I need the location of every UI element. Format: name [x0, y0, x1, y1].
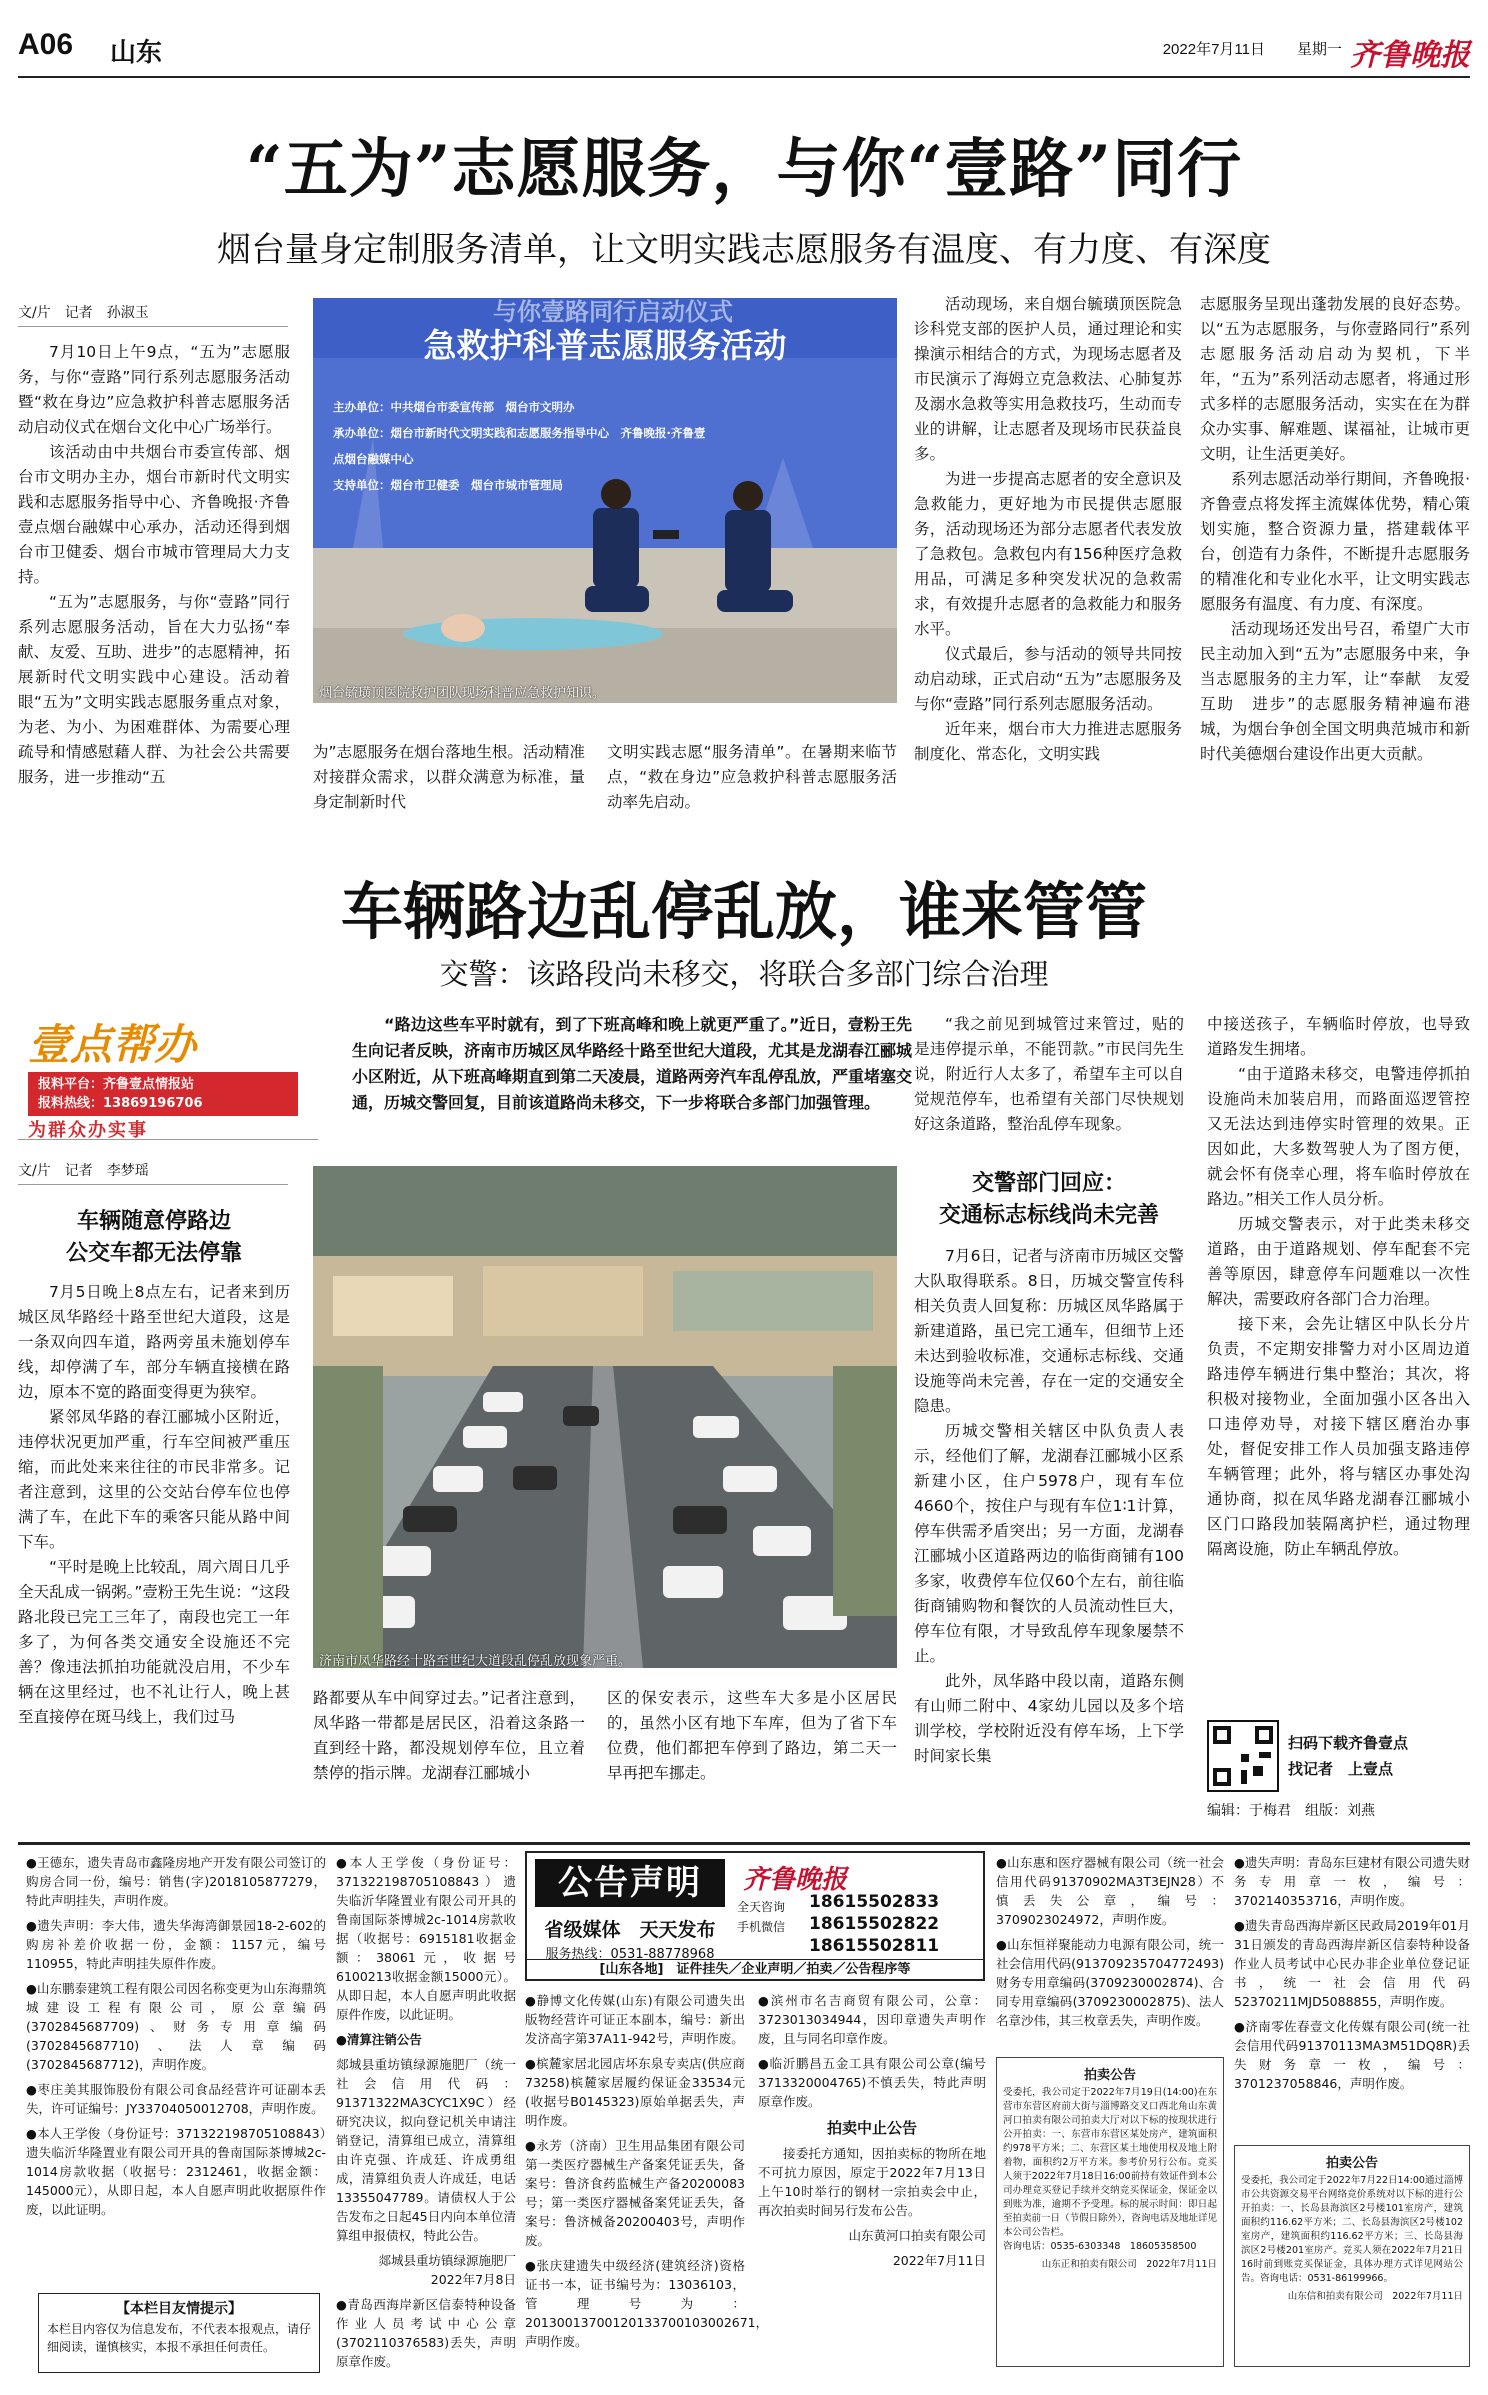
article1-col1 — [18, 340, 290, 808]
section-name: 山东 — [110, 37, 163, 67]
paragraph: 志愿服务呈现出蓬勃发展的良好态势。以“五为志愿服务，与你壹路同行”系列志愿服务活动启动为契机，下半年，“五为”系列活动志愿者，将通过形式多样的志愿服务活动，实实在在为群众办实事、解难题、谋福祉，让城市更文明，让生活更美好。 — [1200, 295, 1470, 463]
newspaper-logo: 齐鲁晚报 — [1350, 38, 1470, 73]
street-parking-illustration — [313, 1166, 897, 1668]
paragraph: 此外，凤华路中段以南，道路东侧有山师二附中、4家幼儿园以及多个培训学校，学校附近没有停车场，上下学时间家长集 — [914, 1672, 1184, 1765]
bangban-slogan: 为群众办实事 — [28, 1120, 148, 1141]
bangban-logo — [28, 1012, 196, 1072]
banner-organizers — [333, 394, 713, 498]
banner-faded-title: 与你壹路同行启动仪式 — [493, 298, 733, 326]
ad-item: 郯城县重坊镇绿源施肥厂（统一社会信用代码：91371322MA3CYC1X9C）经研究决议，拟向登记机关申请注销登记，清算组已成立，清算组由许克强、许成廷、许成勇组成，清算组负责人许成廷，电话13355047789。请债权人于公告发布之日起45日内向本单位清算组申报债权，特此公告。 — [336, 2057, 516, 2243]
paragraph: 仪式最后，参与活动的领导共同按动启动球，正式启动“五为”志愿服务及与你“壹路”同行系列志愿服务活动。 — [914, 645, 1182, 713]
yidian-bangban-column — [18, 1000, 318, 1140]
article2-lead: “路边这些车平时就有，到了下班高峰和晚上就更严重了。”近日，壹粉王先生向记者反映，济南市历城区凤华路经十路至世纪大道段，尤其是龙湖春江郦城小区附近，从下班高峰期直到第二天凌晨，道路两旁汽车乱停乱放，严重堵塞交通，历城交警回复，目前该道路尚未移交，下一步将联合多部门加强管理。 — [352, 1015, 913, 1112]
ad-item: ●本人王学俊（身份证号：371322198705108843）遗失临沂华隆置业有限公司开具的鲁南国际茶博城2c-1014房款收据（收据号：6915181收据金额：38061元，收据号6100213收据金额15000元）。从即日起，本人自愿声明此收据原件作废，以此证明。 — [336, 1855, 516, 2022]
bangban-hotline: 报料热线：13869196706 — [38, 1096, 203, 1111]
paragraph: 系列志愿活动举行期间，齐鲁晚报·齐鲁壹点将发挥主流媒体优势，精心策划实施，整合资源力量，搭建载体平台，创造有力条件，不断提升志愿服务的精准化和专业化水平，让文明实践志愿服务有温度、有力度、有深度。 — [1200, 470, 1470, 613]
notice-service-slogan: 省级媒体 天天发布 — [544, 1919, 716, 1941]
ads-col4 — [758, 1991, 986, 2371]
issue-weekday: 星期一 — [1296, 41, 1342, 58]
bangban-contact-box — [28, 1072, 298, 1116]
auction-title: 拍卖公告 — [1325, 2156, 1378, 2171]
classified-ads — [18, 1842, 1470, 2372]
bangban-logo-b: 帮办 — [112, 1020, 197, 1069]
ad-item: 郯城县重坊镇绿源施肥厂 2022年7月8日 — [378, 2253, 529, 2287]
article1-headline: “五为”志愿服务，与你“壹路”同行 — [245, 132, 1243, 207]
ad-item: ●枣庄美其服饰股份有限公司食品经营许可证副本丢失，许可证编号：JY33704050012708，声明作废。 — [26, 2082, 326, 2116]
ad-item: ●本人王学俊（身份证号：371322198705108843）遗失临沂华隆置业有限公司开具的鲁南国际茶博城2c-1014房款收据（收据号：2312461，收据金额：145000元），从即日起，本人自愿声明此收据原件作废，以此证明。 — [26, 2126, 326, 2217]
article2-col2 — [313, 1686, 585, 1796]
label: 手机微信 — [737, 1920, 786, 1934]
article2-col3 — [607, 1686, 897, 1796]
stop-notice-date: 2022年7月11日 — [892, 2253, 986, 2268]
auction-company: 山东信和拍卖有限公司 2022年7月11日 — [1287, 2291, 1463, 2302]
auction-company: 山东正和拍卖有限公司 2022年7月11日 — [1041, 2259, 1217, 2270]
notice-service-labels — [737, 1897, 785, 1937]
bangban-logo-a: 壹点 — [28, 1020, 113, 1069]
article2-headline: 车辆路边乱停乱放，谁来管管 — [340, 875, 1147, 948]
paragraph: 路都要从车中间穿过去。”记者注意到，凤华路一带都是居民区，沿着这条路一直到经十路，都没规划停车位，且立着禁停的指示牌。龙湖春江郦城小 — [313, 1689, 585, 1782]
notice-service-box — [525, 1851, 985, 1981]
ad-item: ●滨州市名吉商贸有限公司，公章：3723013034944，因印章遗失声明作废，且与同名印章作废。 — [758, 1993, 986, 2046]
phone-number: 18615502833 — [809, 1892, 940, 1912]
ads-col5 — [996, 1853, 1224, 2049]
ad-item: ●清算注销公告 — [336, 2032, 422, 2047]
article2-subhead2: 交警部门回应： 交通标志标线尚未完善 — [938, 1171, 1159, 1228]
auction-notice-2 — [1234, 2145, 1470, 2367]
paragraph: 7月5日晚上8点左右，记者来到历城区凤华路经十路至世纪大道段，这是一条双向四车道，路两旁虽未施划停车线，却停满了车，部分车辆直接横在路边，原本不宽的路面变得更为狭窄。 — [18, 1283, 290, 1401]
paragraph: “平时是晚上比较乱，周六周日几乎全天乱成一锅粥。”壹粉王先生说：“这段路北段已完工三年了，南段也完工一年多了，为何各类交通安全设施还不完善？像违法抓拍功能就没启用，不少车辆在这里经过，也不礼让行人，晚上甚至直接停在斑马线上，我们过马 — [18, 1558, 290, 1726]
bangban-platform: 报料平台：齐鲁壹点情报站 — [38, 1077, 195, 1092]
paragraph: 文明实践志愿“服务清单”。在暑期来临节点，“救在身边”应急救护科普志愿服务活动率先启动。 — [607, 743, 897, 811]
notice-box — [38, 2293, 320, 2373]
auction-text: 受委托，我公司定于2022年7月19日(14:00)在东营市东营区府前大街与淄博路交叉口西北角山东黄河口拍卖有限公司拍卖大厅对以下标的按现状进行公开拍卖：一、东营市东营区某处房产，建筑面积约978平方米；二、东营区某土地使用权及地上附着物，面积约2万平方米。参考价另行公布。竞买人须于2022年7月18日16:00前持有效证件到本公司办理竞买登记手续并交纳竞买保证金，保证金以到账为准，逾期不予受理。标的展示时间：即日起至拍卖前一日（节假日除外），咨询电话及地址详见本公司公告栏。 — [1003, 2087, 1217, 2238]
article2-subhead1: 车辆随意停路边 公交车都无法停靠 — [65, 1209, 242, 1266]
auction-text: 受委托，我公司定于2022年7月22日14:00通过淄博市公共资源交易平台网络竞价系统对以下标的进行公开拍卖：一、长岛县海滨区2号楼101室房产，建筑面积约116.62平方米；二、长岛县海滨区2号楼102室房产，建筑面积约116.62平方米；三、长岛县海滨区2号楼201室房产。竞买人须在2022年7月21日16时前到账竞买保证金，具体办理方式详见网站公告。咨询电话：0531-86199966。 — [1241, 2175, 1463, 2284]
ads-col6 — [1234, 1853, 1470, 2143]
notice-service-hotline: 服务热线：0531-88778968 — [545, 1947, 715, 1962]
paragraph: 7月6日，记者与济南市历城区交警大队取得联系。8日，历城交警宣传科相关负责人回复称：历城区凤华路属于新建道路，虽已完工通车，但细节上还未达到验收标准，交通标志标线、交通设施等尚未完善，存在一定的交通安全隐患。 — [914, 1247, 1184, 1415]
ad-item: ●山东恒祥聚能动力电源有限公司，统一社会信用代码(913709235704772493)财务专用章编码(3709230002874)、合同专用章编码(3709230002875)、法人名章沙伟，其三枚章丢失，声明作废。 — [996, 1937, 1224, 2028]
banner-line: 承办单位：烟台市新时代文明实践和志愿服务指导中心 齐鲁晚报·齐鲁壹点烟台融媒中心 — [333, 426, 706, 466]
qr-code-icon[interactable] — [1207, 1720, 1279, 1792]
ad-item: ●遗失声明：李大伟，遗失华海湾御景园18-2-602的购房补差价收据一份，金额：1157元，编号110955，特此声明挂失原件作废。 — [26, 1918, 326, 1971]
article1-col5 — [1200, 292, 1486, 812]
paragraph: 为”志愿服务在烟台落地生根。活动精准对接群众需求，以群众满意为标准，量身定制新时代 — [313, 743, 585, 811]
banner-title: 急救护科普志愿服务活动 — [423, 326, 787, 365]
article1-photo — [313, 298, 897, 703]
article1-col3 — [607, 740, 897, 810]
article2-photo-caption: 济南市凤华路经十路至世纪大道段乱停乱放现象严重。 — [319, 1654, 632, 1669]
ad-item: ●张庆建遗失中级经济(建筑经济)资格证书一本，证书编号为：13036103，管理号为：20130013700120133700103002671，声明作废。 — [525, 2258, 769, 2349]
editor-credit: 编辑：于梅君 组版：刘燕 — [1207, 1803, 1375, 1819]
paragraph: “五为”志愿服务，与你“壹路”同行系列志愿服务活动，旨在大力弘扬“奉献、友爱、互助、进步”的志愿精神，拓展新时代文明实践中心建设。活动着眼“五为”文明实践志愿服务重点对象，为老、为小、为困难群体、为需要心理疏导和情感慰藉人群、为社会公共需要服务，进一步推动“五 — [18, 593, 290, 786]
paragraph: 紧邻凤华路的春江郦城小区附近，违停状况更加严重，行车空间被严重压缩，而此处来来往往的市民非常多。记者注意到，这里的公交站台停车位也停满了车，在此下车的乘客只能从路中间下车。 — [18, 1408, 290, 1551]
page-number: A06 — [18, 28, 74, 61]
ad-item: ●槟麓家居北园店坏东泉专卖店(供应商73258)槟麓家居履约保证金33534元(收据号B0145323)原始单据丢失，声明作废。 — [525, 2056, 745, 2128]
ad-item: ●遗失青岛西海岸新区民政局2019年01月31日颁发的青岛西海岸新区信泰特种设备作业人员考试中心民办非企业单位登记证书，统一社会信用代码52370211MJD5088855，声明作废。 — [1234, 1918, 1470, 2009]
article2-photo — [313, 1166, 897, 1668]
stop-notice-title: 拍卖中止公告 — [826, 2119, 917, 2137]
article1-photo-caption: 烟台毓璜顶医院救护团队现场科普应急救护知识。 — [319, 686, 606, 701]
notice-service-logo: 齐鲁晚报 — [743, 1865, 848, 1895]
banner-line: 主办单位：中共烟台市委宣传部 烟台市文明办 — [333, 400, 575, 414]
article1-col4 — [914, 292, 1182, 812]
paragraph: 7月10日上午9点，“五为”志愿服务，与你“壹路”同行系列志愿服务活动暨“救在身边”应急救护科普志愿服务活动启动仪式在烟台文化中心广场举行。 — [18, 343, 290, 436]
paragraph: 中接送孩子，车辆临时停放，也导致道路发生拥堵。 — [1207, 1015, 1470, 1058]
paragraph: 区的保安表示，这些车大多是小区居民的，虽然小区有地下车库，但为了省下车位费，他们都把车停到了路边，第二天一早再把车挪走。 — [607, 1689, 897, 1782]
qr-download-text: 扫码下载齐鲁壹点 找记者 上壹点 — [1288, 1734, 1409, 1778]
article2-col4b — [914, 1244, 1184, 1796]
auction-notice-1 — [996, 2057, 1224, 2367]
auction-phone: 咨询电话：0535-6303348 18605358500 — [1003, 2241, 1197, 2252]
phone-number: 18615502811 — [809, 1936, 940, 1956]
notice-service-categories: [山东各地] 证件挂失／企业声明／拍卖／公告程序等 — [527, 1959, 983, 1979]
paragraph: 活动现场，来自烟台毓璜顶医院急诊科党支部的医护人员，通过理论和实操演示相结合的方式，为现场志愿者及市民演示了海姆立克急救法、心肺复苏及溺水急救等实用急救技巧，生动而专业的讲解，让志愿者及现场市民获益良多。 — [914, 295, 1182, 463]
label: 全天咨询 — [737, 1900, 786, 1914]
auction-title: 拍卖公告 — [1083, 2068, 1136, 2083]
article1-byline: 文/片 记者 孙淑玉 — [18, 302, 288, 327]
masthead — [18, 28, 1470, 78]
ad-item: ●山东鹏泰建筑工程有限公司因名称变更为山东海鼎筑城建设工程有限公司，原公章编码(3702845687709)、财务专用章编码(3702845687710)、法人章编码(3702845687712)，声明作废。 — [26, 1981, 326, 2072]
notice-text: 本栏目内容仅为信息发布，不代表本报观点，请仔细阅读，谨慎核实，本报不承担任何责任。 — [47, 2322, 312, 2354]
ad-item: ●山东惠和医疗器械有限公司（统一社会信用代码91370902MA3T3EJN28）不慎丢失公章，编号：3709023024972，声明作废。 — [996, 1855, 1224, 1927]
ad-item: ●静博文化传媒(山东)有限公司遗失出版物经营许可证正本副本，编号：新出发济高字第37A11-942号，声明作废。 — [525, 1993, 745, 2046]
paragraph: 历城交警相关辖区中队负责人表示，经他们了解，龙湖春江郦城小区系新建小区，住户5978户，现有车位4660个，按住户与现有车位1∶1计算，停车供需矛盾突出；另一方面，龙湖春江郦城小区道路两边的临街商铺有100多家，收费停车位仅60个左右，前往临街商铺购物和餐饮的人员流动性巨大，停车位有限，才导致乱停车现象屡禁不止。 — [914, 1422, 1184, 1665]
article2-subheadline: 交警：该路段尚未移交，将联合多部门综合治理 — [439, 957, 1049, 991]
article2-byline: 文/片 记者 李梦瑶 — [18, 1160, 288, 1185]
issue-date: 2022年7月11日 — [1162, 41, 1265, 58]
paragraph: 接下来，会先让辖区中队长分片负责，不定期安排警力对小区周边道路违停车辆进行集中整治；其次，将积极对接物业，全面加强小区各出入口违停劝导，对接下辖区磨治办事处，督促安排工作人员加强支路违停车辆管理；此外，将与辖区办事处沟通协商，拟在凤华路龙湖春江郦城小区门口路段加装隔离护栏，通过物理隔离设施，防止车辆乱停放。 — [1207, 1315, 1470, 1558]
article2-col1 — [18, 1280, 290, 1800]
ad-item: ●遗失声明：青岛东巨建材有限公司遗失财务专用章一枚，编号：3702140353716，声明作废。 — [1234, 1855, 1470, 1908]
ad-item: ●临沂鹏昌五金工具有限公司公章(编号3713320004765)不慎丢失，特此声明原章作废。 — [758, 2056, 986, 2109]
ads-col3 — [525, 1991, 769, 2371]
ad-item: ●永芳（济南）卫生用品集团有限公司第一类医疗器械生产备案凭证丢失，备案号：鲁济食药监械生产备20200083号；第一类医疗器械备案凭证丢失，备案号：鲁济械备20200403号，声明作废。 — [525, 2138, 745, 2248]
article1-subheadline: 烟台量身定制服务清单，让文明实践志愿服务有温度、有力度、有深度 — [217, 230, 1271, 270]
article1-col2 — [313, 740, 585, 810]
stop-notice-text: 接委托方通知，因拍卖标的物所在地不可抗力原因，原定于2022年7月13日上午10时举行的钢材一宗拍卖会中止，再次拍卖时间另行发布公告。 — [758, 2146, 986, 2218]
notice-service-title: 公告声明 — [535, 1859, 725, 1907]
phone-number: 18615502822 — [809, 1914, 940, 1934]
paragraph: 为进一步提高志愿者的安全意识及急救能力，更好地为市民提供志愿服务，活动现场还为部分志愿者代表发放了急救包。急救包内有156种医疗急救用品，可满足多种突发状况的急救需求，有效提升志愿者的急救能力和服务水平。 — [914, 470, 1182, 638]
stop-notice-company: 山东黄河口拍卖有限公司 — [848, 2228, 986, 2243]
ads-col1 — [26, 1853, 326, 2288]
paragraph: “我之前见到城管过来管过，贴的是违停提示单，不能罚款。”市民闫先生说，附近行人太多了，希望车主可以自觉规范停车，也希望有关部门尽快规划好这条道路，整治乱停车现象。 — [914, 1015, 1184, 1133]
notice-service-phones — [809, 1891, 939, 1957]
paragraph: 活动现场还发出号召，希望广大市民主动加入到“五为”志愿服务中来，争当志愿服务的主力军，让“奉献 友爱 互助 进步”的志愿服务精神遍布港城，为烟台争创全国文明典范城市和新时代美德烟台建设作出更大贡献。 — [1200, 620, 1486, 763]
paragraph: 历城交警表示，对于此类未移交道路，由于道路规划、停车配套不完善等原因，肆意停车问题难以一次性解决，需要政府各部门合力治理。 — [1207, 1215, 1470, 1308]
banner-line: 支持单位：烟台市卫健委 烟台市城市管理局 — [333, 478, 563, 492]
ads-col2 — [336, 1853, 529, 2373]
ad-item: ●济南零佐春壹文化传媒有限公司(统一社会信用代码91370113MA3M51DQ8R)丢失财务章一枚，编号：3701237058846，声明作废。 — [1234, 2019, 1470, 2091]
ad-item: ●青岛西海岸新区信泰特种设备作业人员考试中心公章(3702110376583)丢失，声明原章作废。 — [336, 2297, 516, 2369]
paragraph: 近年来，烟台市大力推进志愿服务制度化、常态化，文明实践 — [914, 720, 1182, 763]
article2-col5 — [1207, 1012, 1470, 1710]
notice-title: 【本栏目友情提示】 — [116, 2301, 242, 2317]
article2-col4a — [914, 1012, 1184, 1162]
paragraph: “由于道路未移交，电警违停抓拍设施尚未加装启用，而路面巡逻管控又无法达到违停实时管理的效果。正因如此，大多数驾驶人为了图方便，就会怀有侥幸心理，将车临时停放在路边。”相关工作人员分析。 — [1207, 1065, 1470, 1208]
ad-item: ●王德东，遗失青岛市鑫隆房地产开发有限公司签订的购房合同一份，编号：销售(字)2018105877279，特此声明挂失，声明作废。 — [26, 1855, 326, 1908]
paragraph: 该活动由中共烟台市委宣传部、烟台市文明办主办，烟台市新时代文明实践和志愿服务指导中心、齐鲁晚报·齐鲁壹点烟台融媒中心承办，活动还得到烟台市卫健委、烟台市城市管理局大力支持。 — [18, 443, 290, 586]
